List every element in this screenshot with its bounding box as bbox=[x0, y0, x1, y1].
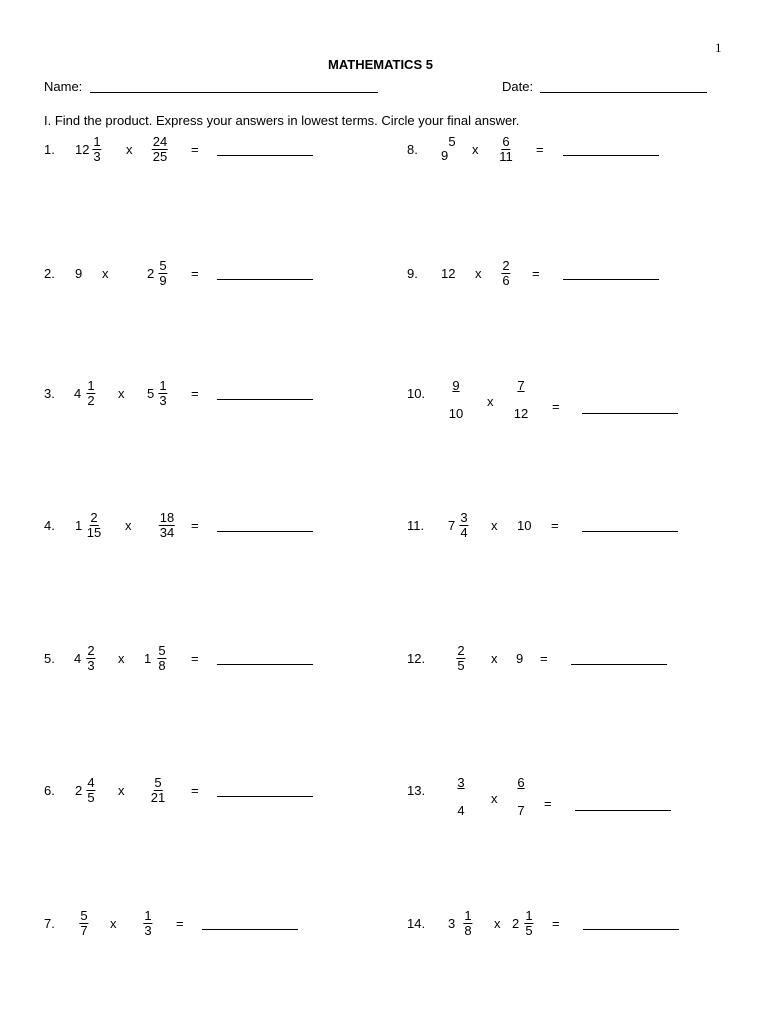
denominator: 3 bbox=[144, 923, 152, 938]
fraction bbox=[158, 379, 167, 408]
problem-number: 8. bbox=[407, 142, 418, 157]
problem-number: 13. bbox=[407, 783, 426, 798]
whole-number: 10 bbox=[517, 518, 532, 533]
numerator: 5 bbox=[158, 643, 166, 658]
problem-number: 3. bbox=[44, 386, 55, 401]
answer-line[interactable] bbox=[217, 155, 313, 156]
times-sign: x bbox=[102, 266, 109, 281]
problem-number: 6. bbox=[44, 783, 55, 798]
denominator: 3 bbox=[93, 149, 101, 164]
equals-sign: = bbox=[191, 651, 199, 666]
equals-sign: = bbox=[536, 142, 544, 157]
answer-line[interactable] bbox=[563, 155, 659, 156]
numerator: 1 bbox=[144, 908, 152, 923]
denominator: 21 bbox=[150, 790, 166, 805]
denominator: 10 bbox=[448, 406, 464, 421]
times-sign: x bbox=[126, 142, 133, 157]
fraction bbox=[92, 135, 101, 164]
times-sign: x bbox=[118, 651, 125, 666]
numerator: 1 bbox=[525, 908, 533, 923]
fraction bbox=[86, 776, 95, 805]
date-label: Date: bbox=[502, 79, 534, 94]
denominator: 6 bbox=[502, 273, 510, 288]
denominator: 34 bbox=[159, 525, 175, 540]
answer-line[interactable] bbox=[582, 413, 678, 414]
numerator: 3 bbox=[457, 775, 465, 790]
fraction bbox=[87, 511, 101, 540]
problem-number: 5. bbox=[44, 651, 55, 666]
numerator: 4 bbox=[87, 775, 95, 790]
fraction bbox=[447, 135, 456, 149]
denominator: 12 bbox=[513, 406, 529, 421]
answer-line[interactable] bbox=[583, 929, 679, 930]
equals-sign: = bbox=[176, 916, 184, 931]
answer-line[interactable] bbox=[575, 810, 671, 811]
answer-line[interactable] bbox=[563, 279, 659, 280]
numerator: 9 bbox=[452, 378, 460, 393]
numerator: 2 bbox=[457, 643, 465, 658]
numerator: 6 bbox=[502, 134, 510, 149]
answer-line[interactable] bbox=[217, 279, 313, 280]
times-sign: x bbox=[491, 518, 498, 533]
fraction bbox=[86, 644, 95, 673]
times-sign: x bbox=[491, 791, 498, 806]
numerator: 2 bbox=[90, 510, 98, 525]
whole-number: 5 bbox=[147, 386, 155, 401]
denominator: 5 bbox=[457, 658, 465, 673]
fraction bbox=[463, 909, 472, 938]
problem-number: 2. bbox=[44, 266, 55, 281]
whole-number: 12 bbox=[75, 142, 90, 157]
answer-line[interactable] bbox=[217, 531, 313, 532]
denominator: 15 bbox=[86, 525, 102, 540]
whole-number: 4 bbox=[74, 386, 82, 401]
name-label: Name: bbox=[44, 79, 83, 94]
denominator: 7 bbox=[517, 803, 525, 818]
whole-number: 3 bbox=[448, 916, 456, 931]
numerator: 24 bbox=[152, 134, 168, 149]
whole-number: 12 bbox=[441, 266, 456, 281]
numerator: 1 bbox=[159, 378, 167, 393]
problem-number: 10. bbox=[407, 386, 426, 401]
numerator: 5 bbox=[154, 775, 162, 790]
answer-line[interactable] bbox=[217, 664, 313, 665]
fraction bbox=[152, 135, 168, 164]
equals-sign: = bbox=[191, 142, 199, 157]
instructions: I. Find the product. Express your answers in lowest terms. Circle your final answer. bbox=[44, 113, 520, 128]
denominator: 4 bbox=[457, 803, 465, 818]
numerator: 5 bbox=[159, 258, 167, 273]
whole-number: 2 bbox=[512, 916, 520, 931]
whole-number: 7 bbox=[448, 518, 456, 533]
denominator: 9 bbox=[159, 273, 167, 288]
denominator: 5 bbox=[87, 790, 95, 805]
numerator: 6 bbox=[517, 775, 525, 790]
denominator: 8 bbox=[464, 923, 472, 938]
numerator: 7 bbox=[517, 378, 525, 393]
answer-line[interactable] bbox=[571, 664, 667, 665]
times-sign: x bbox=[487, 394, 494, 409]
denominator: 2 bbox=[87, 393, 95, 408]
equals-sign: = bbox=[191, 266, 199, 281]
numerator: 2 bbox=[87, 643, 95, 658]
denominator: 3 bbox=[87, 658, 95, 673]
name-field[interactable] bbox=[90, 92, 378, 93]
whole-number: 9 bbox=[441, 148, 449, 163]
denominator: 8 bbox=[158, 658, 166, 673]
whole-number: 1 bbox=[75, 518, 83, 533]
times-sign: x bbox=[125, 518, 132, 533]
problem-number: 12. bbox=[407, 651, 426, 666]
denominator: 4 bbox=[460, 525, 468, 540]
equals-sign: = bbox=[191, 518, 199, 533]
equals-sign: = bbox=[191, 386, 199, 401]
problem-number: 7. bbox=[44, 916, 55, 931]
numerator: 1 bbox=[87, 378, 95, 393]
answer-line[interactable] bbox=[202, 929, 298, 930]
times-sign: x bbox=[491, 651, 498, 666]
fraction bbox=[151, 776, 165, 805]
times-sign: x bbox=[110, 916, 117, 931]
equals-sign: = bbox=[540, 651, 548, 666]
answer-line[interactable] bbox=[217, 399, 313, 400]
numerator: 5 bbox=[448, 134, 456, 149]
equals-sign: = bbox=[551, 518, 559, 533]
problem-number: 1. bbox=[44, 142, 55, 157]
fraction bbox=[456, 644, 465, 673]
whole-number: 2 bbox=[75, 783, 83, 798]
fraction bbox=[157, 644, 166, 673]
denominator: 3 bbox=[159, 393, 167, 408]
whole-number: 1 bbox=[144, 651, 152, 666]
equals-sign: = bbox=[552, 399, 560, 414]
fraction bbox=[499, 135, 513, 164]
equals-sign: = bbox=[544, 796, 552, 811]
page-number: 1 bbox=[715, 40, 722, 55]
equals-sign: = bbox=[532, 266, 540, 281]
times-sign: x bbox=[494, 916, 501, 931]
date-field[interactable] bbox=[540, 92, 707, 93]
denominator: 25 bbox=[152, 149, 168, 164]
denominator: 5 bbox=[525, 923, 533, 938]
whole-number: 2 bbox=[147, 266, 155, 281]
whole-number: 4 bbox=[74, 651, 82, 666]
times-sign: x bbox=[475, 266, 482, 281]
fraction bbox=[159, 511, 175, 540]
answer-line[interactable] bbox=[582, 531, 678, 532]
fraction bbox=[143, 909, 152, 938]
equals-sign: = bbox=[191, 783, 199, 798]
numerator: 18 bbox=[159, 510, 175, 525]
fraction bbox=[158, 259, 167, 288]
numerator: 2 bbox=[502, 258, 510, 273]
fraction bbox=[79, 909, 88, 938]
denominator: 7 bbox=[80, 923, 88, 938]
answer-line[interactable] bbox=[217, 796, 313, 797]
fraction bbox=[86, 379, 95, 408]
numerator: 1 bbox=[93, 134, 101, 149]
problem-number: 14. bbox=[407, 916, 426, 931]
fraction bbox=[501, 259, 510, 288]
fraction bbox=[524, 909, 533, 938]
numerator: 3 bbox=[460, 510, 468, 525]
times-sign: x bbox=[118, 386, 125, 401]
whole-number: 9 bbox=[516, 651, 524, 666]
denominator: 11 bbox=[499, 149, 513, 164]
numerator: 1 bbox=[464, 908, 472, 923]
fraction bbox=[459, 511, 468, 540]
times-sign: x bbox=[472, 142, 479, 157]
page-title: MATHEMATICS 5 bbox=[328, 57, 433, 72]
problem-number: 11. bbox=[407, 518, 425, 533]
equals-sign: = bbox=[552, 916, 560, 931]
problem-number: 9. bbox=[407, 266, 418, 281]
times-sign: x bbox=[118, 783, 125, 798]
whole-number: 9 bbox=[75, 266, 83, 281]
numerator: 5 bbox=[80, 908, 88, 923]
problem-number: 4. bbox=[44, 518, 55, 533]
